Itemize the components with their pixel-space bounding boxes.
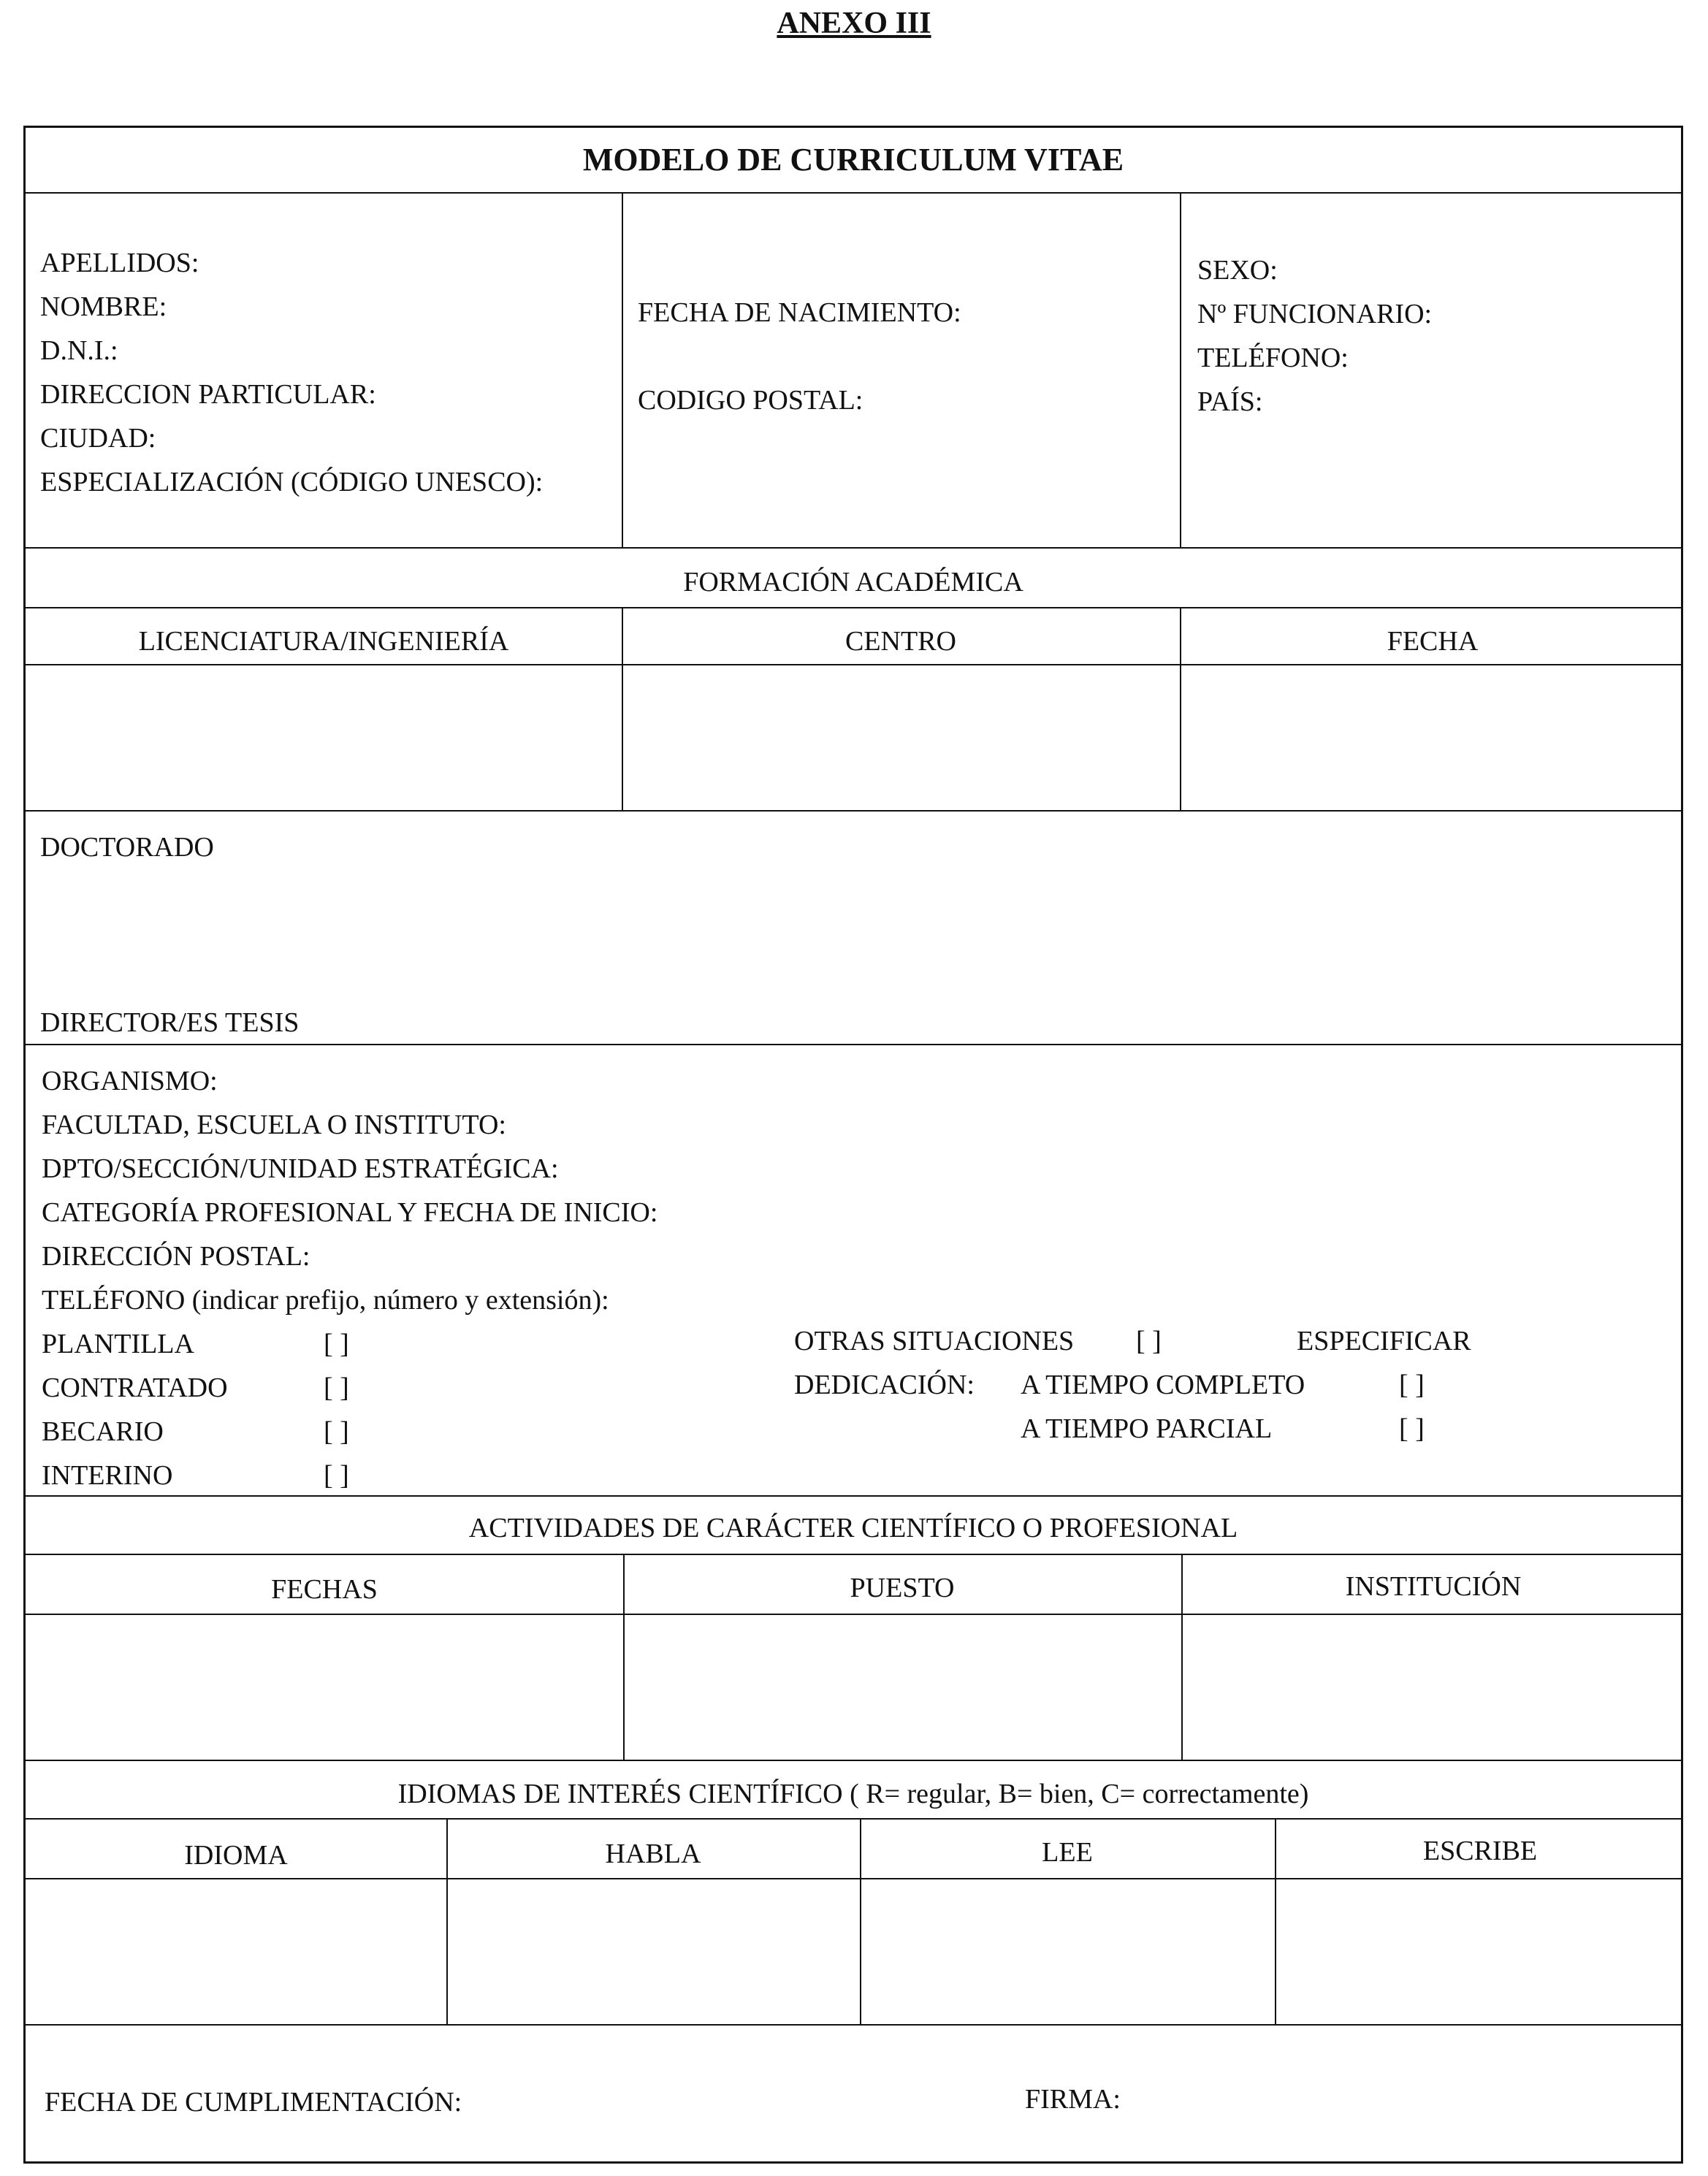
- institucion-header: INSTITUCIÓN: [1345, 1571, 1522, 1602]
- codigo-postal-label: CODIGO POSTAL:: [638, 385, 863, 416]
- fechas-header: FECHAS: [271, 1574, 378, 1605]
- especializacion-label: ESPECIALIZACIÓN (CÓDIGO UNESCO):: [40, 467, 544, 497]
- direccion-particular-label: DIRECCION PARTICULAR:: [40, 379, 376, 410]
- divider: [26, 1044, 1681, 1045]
- licenciatura-header: LICENCIATURA/INGENIERÍA: [138, 626, 509, 657]
- divider: [26, 2024, 1681, 2026]
- pais-label: PAÍS:: [1197, 386, 1263, 417]
- fecha-cumplimentacion-label: FECHA DE CUMPLIMENTACIÓN:: [45, 2087, 462, 2118]
- interino-label: INTERINO: [42, 1460, 173, 1491]
- annex-title: ANEXO III: [777, 7, 931, 40]
- divider: [26, 607, 1681, 608]
- contratado-label: CONTRATADO: [42, 1373, 228, 1403]
- divider: [26, 1878, 1681, 1879]
- telefono-label: TELÉFONO:: [1197, 343, 1349, 373]
- column-divider: [622, 192, 623, 547]
- divider: [26, 1760, 1681, 1761]
- formacion-heading: FORMACIÓN ACADÉMICA: [683, 567, 1023, 598]
- contratado-checkbox[interactable]: [ ]: [324, 1373, 349, 1403]
- divider: [26, 192, 1681, 194]
- nombre-label: NOMBRE:: [40, 291, 167, 322]
- lee-header: LEE: [1042, 1837, 1093, 1868]
- tiempo-completo-checkbox[interactable]: [ ]: [1399, 1370, 1425, 1400]
- idioma-header: IDIOMA: [184, 1840, 288, 1871]
- apellidos-label: APELLIDOS:: [40, 248, 199, 278]
- divider: [26, 547, 1681, 549]
- plantilla-checkbox[interactable]: [ ]: [324, 1329, 349, 1359]
- fecha-header: FECHA: [1387, 626, 1479, 657]
- puesto-header: PUESTO: [850, 1573, 955, 1603]
- especificar-label: ESPECIFICAR: [1297, 1326, 1471, 1356]
- escribe-header: ESCRIBE: [1422, 1836, 1538, 1866]
- divider: [26, 1614, 1681, 1615]
- firma-label: FIRMA:: [1025, 2084, 1121, 2115]
- column-divider: [1180, 192, 1181, 547]
- categoria-label: CATEGORÍA PROFESIONAL Y FECHA DE INICIO:: [42, 1197, 658, 1228]
- numero-funcionario-label: Nº FUNCIONARIO:: [1197, 299, 1433, 329]
- otras-situaciones-label: OTRAS SITUACIONES: [794, 1326, 1075, 1356]
- habla-header: HABLA: [605, 1839, 701, 1869]
- dedicacion-label: DEDICACIÓN:: [794, 1370, 975, 1400]
- divider: [26, 810, 1681, 812]
- divider: [26, 664, 1681, 665]
- departamento-label: DPTO/SECCIÓN/UNIDAD ESTRATÉGICA:: [42, 1153, 559, 1184]
- doctorado-label: DOCTORADO: [40, 832, 214, 863]
- director-tesis-label: DIRECTOR/ES TESIS: [40, 1007, 300, 1038]
- divider: [26, 1554, 1681, 1555]
- interino-checkbox[interactable]: [ ]: [324, 1460, 349, 1491]
- tiempo-parcial-label: A TIEMPO PARCIAL: [1021, 1413, 1273, 1444]
- divider: [26, 1818, 1681, 1820]
- becario-checkbox[interactable]: [ ]: [324, 1416, 349, 1447]
- fecha-nacimiento-label: FECHA DE NACIMIENTO:: [638, 297, 961, 328]
- direccion-postal-label: DIRECCIÓN POSTAL:: [42, 1241, 310, 1272]
- cv-form: [23, 126, 1683, 2164]
- telefono-trabajo-label: TELÉFONO (indicar prefijo, número y extensión):: [42, 1285, 609, 1316]
- otras-situaciones-checkbox[interactable]: [ ]: [1136, 1326, 1162, 1356]
- centro-header: CENTRO: [845, 626, 956, 657]
- dni-label: D.N.I.:: [40, 335, 118, 366]
- idiomas-heading: IDIOMAS DE INTERÉS CIENTÍFICO ( R= regular, B= bien, C= correctamente): [397, 1779, 1309, 1809]
- actividades-heading: ACTIVIDADES DE CARÁCTER CIENTÍFICO O PROFESIONAL: [468, 1513, 1238, 1543]
- tiempo-completo-label: A TIEMPO COMPLETO: [1021, 1370, 1305, 1400]
- plantilla-label: PLANTILLA: [42, 1329, 194, 1359]
- ciudad-label: CIUDAD:: [40, 423, 156, 454]
- form-title: MODELO DE CURRICULUM VITAE: [582, 142, 1124, 177]
- tiempo-parcial-checkbox[interactable]: [ ]: [1399, 1413, 1425, 1444]
- facultad-label: FACULTAD, ESCUELA O INSTITUTO:: [42, 1110, 506, 1140]
- divider: [26, 1495, 1681, 1497]
- sexo-label: SEXO:: [1197, 255, 1278, 286]
- organismo-label: ORGANISMO:: [42, 1066, 218, 1096]
- becario-label: BECARIO: [42, 1416, 164, 1447]
